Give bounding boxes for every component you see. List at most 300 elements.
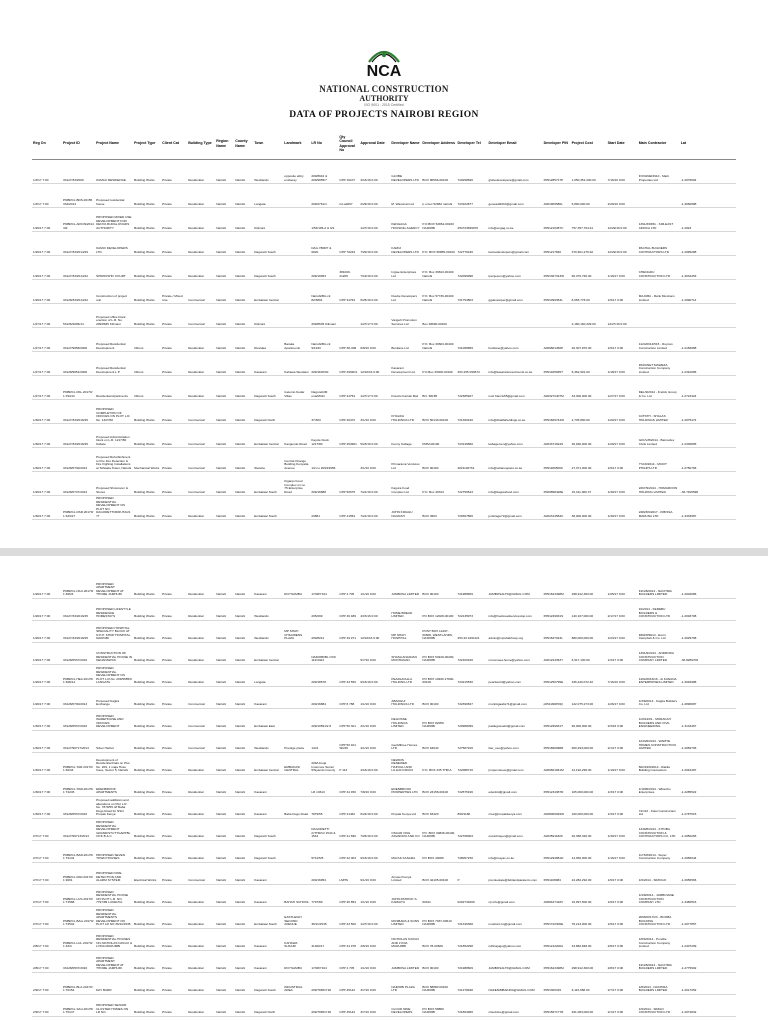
table-cell: -1.3060988	[680, 184, 736, 208]
table-cell: Kasarani	[253, 928, 283, 950]
table-cell: 721346368	[456, 906, 487, 928]
table-cell: Residential	[187, 906, 215, 928]
table-cell: Nairobi	[234, 708, 253, 730]
table-cell: Kasarani	[253, 862, 283, 884]
table-cell: NAIROBI PLAZA LTD	[390, 972, 421, 994]
table-cell: 1/3/8/2014 - Kagira Builders Co. Ltd	[638, 686, 680, 708]
table-cell: BO. 58185	[421, 376, 456, 400]
table-cell: 2/3/16 0:00	[607, 708, 638, 730]
table-cell: Private	[161, 328, 187, 352]
table-cell: 1402/2016/16 - Ai KANANA ENTERPRISES LIMITED	[638, 664, 680, 686]
table-cell: -1.2002086	[680, 576, 736, 598]
table-cell: 2/17/17 0:00	[607, 598, 638, 620]
table-cell: Private	[161, 818, 187, 840]
table-cell: 722768003	[456, 818, 487, 840]
table-row	[32, 496, 736, 520]
table-cell	[283, 304, 310, 328]
table-cell: Embakasi Central	[253, 424, 283, 448]
table-cell: Private	[161, 664, 187, 686]
table-cell: oscarbrayen@gmail.com	[488, 818, 543, 840]
table-cell: Nairobi	[215, 752, 234, 774]
table-cell: Commercial	[187, 424, 215, 448]
table-cell: 5741/5/5	[310, 840, 338, 862]
projects-table-1	[32, 128, 736, 520]
table-cell: Central Change Building Kenyatta Avenue	[283, 448, 310, 472]
table-cell: 1/26/17 7:00	[32, 642, 62, 664]
table-cell: PO. BOX 30846-00100, NAIROBI	[421, 818, 456, 840]
table-cell: Getonto Kedar Villas	[283, 376, 310, 400]
table-cell: 100,000,000.00	[571, 796, 607, 818]
table-cell	[283, 708, 310, 730]
table-cell: Residential	[187, 664, 215, 686]
table-cell: Private	[161, 576, 187, 598]
table-cell: Commercial	[187, 686, 215, 708]
table-cell: Kiganjo Food Complex on no 75 Enterprise Road	[283, 472, 310, 496]
table-cell: Building Works	[133, 796, 161, 818]
table-cell: -1.2990714	[680, 280, 736, 304]
table-cell: GeoMiltree Homes LTD	[390, 730, 421, 752]
table-cell: 6,110,958.00	[571, 972, 607, 994]
table-cell: 254723699970	[456, 208, 487, 232]
table-cell: Nairobi	[215, 352, 234, 376]
table-cell: 9/1/16 0:00	[359, 862, 390, 884]
table-cell: Building Works	[133, 840, 161, 862]
table-cell: 3/1/16 0:00	[359, 400, 390, 424]
table-cell: Kasarani	[253, 950, 283, 972]
table-cell: Building Works	[133, 642, 161, 664]
column-header: Region Name	[215, 128, 234, 160]
table-cell: P051722306E	[543, 906, 571, 928]
table-cell: Nairobi	[234, 448, 253, 472]
table-cell: PNBRCL.DSR.20170/1 633/27	[62, 496, 95, 520]
table-cell: 6,917,130.00	[571, 642, 607, 664]
table-cell: 1/1/16 0:00	[359, 686, 390, 708]
table-cell: 33127/90717/2014	[62, 730, 95, 752]
table-cell: 1/30/17 0:00	[607, 818, 638, 840]
table-cell	[283, 664, 310, 686]
column-header: Project Cost	[571, 128, 607, 160]
table-cell: Nairobi	[234, 232, 253, 256]
table-cell: 1/27/17 0:00	[359, 376, 390, 400]
table-cell: Building Works	[133, 232, 161, 256]
table-cell: -1.2995288	[680, 232, 736, 256]
table-cell: 722750623	[456, 472, 487, 496]
table-row	[32, 576, 736, 598]
table-cell: 2/1/16 0:00	[359, 708, 390, 730]
table-cell: Residential	[187, 352, 215, 376]
table-cell: PROPOSED WAREHOUSE AND OFFICES DEVELOPMENT	[95, 708, 133, 730]
table-cell: bustlane@yahoo.com	[488, 328, 543, 352]
table-cell: -1.2950266	[680, 818, 736, 840]
table-cell: Residential	[187, 256, 215, 280]
table-cell: -1.3333987	[680, 496, 736, 520]
column-header: Developer Email	[488, 128, 543, 160]
table-cell: PNBRCL.PAR.20170/1 9091	[62, 862, 95, 884]
table-cell: A003272407M	[543, 376, 571, 400]
table-cell: 4/16/16 0:00	[359, 752, 390, 774]
table-cell: PNBRCL.BALI.20170/1 T2532	[62, 906, 95, 928]
table-cell: A002314583C	[543, 496, 571, 520]
table-row	[32, 752, 736, 774]
table-cell: MAYAK KASARA	[390, 840, 421, 862]
table-cell: Dagoretti South	[253, 818, 283, 840]
table-cell: Kilimani	[253, 208, 283, 232]
table-cell: 1/30/17 7:00	[32, 496, 62, 520]
table-cell: 209/16884	[310, 686, 338, 708]
table-cell: Proposed Residential Development L.P	[95, 352, 133, 376]
table-cell: PROPOSED RESIDENTIAL HOUSES ON NICHOLAS NJUGO & LYDIA MURUMBI	[95, 928, 133, 950]
table-cell: DEL/9/2014 - Fretick Group & Co. Ltd	[638, 376, 680, 400]
table-cell: Nairobi	[234, 400, 253, 424]
table-cell: 2/29/16 0:00	[359, 184, 390, 208]
table-cell: M. Wasonari Ltd	[390, 184, 421, 208]
table-row	[32, 950, 736, 972]
org-name: NATIONAL CONSTRUCTION	[319, 84, 449, 94]
table-cell: 1/27/17 7:00	[32, 376, 62, 400]
table-cell: Nairobi	[215, 256, 234, 280]
table-cell: P051108984	[543, 862, 571, 884]
table-row	[32, 906, 736, 928]
table-cell: Residential	[187, 184, 215, 208]
table-cell: Francis Kariuki Mwi	[390, 376, 421, 400]
table-cell: 1/27/17 7:00	[32, 352, 62, 376]
table-cell: 6,890,000.00	[571, 184, 607, 208]
table-cell: Building Works	[133, 496, 161, 520]
table-cell: 209/19953	[310, 256, 338, 280]
table-cell: Building Works	[133, 160, 161, 184]
table-cell: CPP 41462	[338, 796, 359, 818]
table-cell: P051210387C	[543, 208, 571, 232]
table-cell: Nairobi	[215, 642, 234, 664]
table-cell: BOX 42105-00100	[421, 862, 456, 884]
table-cell: Building Works	[133, 994, 161, 1016]
table-cell: NAZENIMBAKIRA@GMAIL.COM	[488, 972, 543, 994]
table-cell: Building Works	[133, 708, 161, 730]
table-cell: PROPOSED APARTMENT DEVELOPMENT AT THOME JAMHURI	[95, 576, 133, 598]
table-cell: Private	[161, 840, 187, 862]
table-cell: 209/Umoja Innercore Sector 5/Nyando County	[310, 752, 338, 774]
table-cell: Nairobi	[215, 840, 234, 862]
table-cell: -1.2407299	[680, 928, 736, 950]
table-cell: Nairobi	[234, 884, 253, 906]
table-cell: CPP 4 705	[338, 950, 359, 972]
table-cell: Nairobi	[215, 972, 234, 994]
table-cell: P051099353L	[543, 280, 571, 304]
table-cell: Nairobi	[234, 328, 253, 352]
table-cell: Nairobi	[215, 796, 234, 818]
table-cell: JOHN PATRICK S. KAMAITU	[390, 884, 421, 906]
table-cell: -1.2093708	[680, 598, 736, 620]
table-cell: Proposed residential house	[95, 184, 133, 208]
table-cell: Private	[161, 862, 187, 884]
table-cell: Embakasi East	[253, 708, 283, 730]
table-cell: CPP 44 978	[338, 928, 359, 950]
table-cell: info@khalifaholdings.co.ke	[488, 400, 543, 424]
table-cell: Private	[161, 208, 187, 232]
table-cell: CPP 4 705	[338, 576, 359, 598]
table-cell: 33127/33/2016/45	[62, 400, 95, 424]
table-cell: 254 205 090672	[456, 352, 487, 376]
table-cell: -1.2629798	[680, 620, 736, 642]
table-cell: 723215530	[456, 664, 487, 686]
table-cell: Commercial	[187, 304, 215, 328]
table-cell: Dagoretti North	[253, 994, 283, 1016]
table-cell: Embakasi South	[253, 906, 283, 928]
table-cell: -1.3032453	[680, 256, 736, 280]
table-cell: Proposed Showroom & Stores	[95, 472, 133, 496]
nca-logo	[0, 38, 768, 108]
column-header: Developer Tel	[456, 128, 487, 160]
table-cell: 1/20/17 0:00	[607, 400, 638, 424]
table-cell: 1/27/16 0:00	[359, 208, 390, 232]
table-cell: CPP 49 971	[338, 620, 359, 642]
table-cell: 1/27/17 7:00	[32, 304, 62, 328]
table-cell: Private	[161, 448, 187, 472]
table-cell: Residential	[187, 752, 215, 774]
table-cell: 1/30/17 7:00	[32, 708, 62, 730]
column-header: Project Name	[95, 128, 133, 160]
table-cell: Nairobi	[234, 472, 253, 496]
table-cell: 105,000,000.00	[571, 774, 607, 796]
table-cell: INDUSTRIAL AREA	[283, 972, 310, 994]
table-cell	[283, 598, 310, 620]
table-cell: 720298690	[456, 160, 487, 184]
table-cell: P051567177R	[543, 994, 571, 1016]
table-cell: Building Works	[133, 950, 161, 972]
table-cell: 721894966	[456, 994, 487, 1016]
table-cell: Kangundo Road	[283, 424, 310, 448]
table-cell: P051300315	[543, 972, 571, 994]
table-cell: JAMBOSALTD@GMAIL.COM	[488, 576, 543, 598]
table-cell: 1/2/4	[310, 730, 338, 752]
table-cell: 2/9/17 7:00	[32, 972, 62, 994]
table-row	[32, 328, 736, 352]
table-cell: Kasarani	[253, 576, 283, 598]
table-cell: 7/29/16 0:00	[359, 232, 390, 256]
table-cell: 2/8/17 7:00	[32, 928, 62, 950]
table-cell: 33128/0537/2016	[62, 950, 95, 972]
table-cell: Private	[161, 232, 187, 256]
table-cell: Nairobi	[234, 950, 253, 972]
table-cell: P	[456, 862, 487, 884]
table-cell: 33128/9651/2006	[62, 352, 95, 376]
table-cell: CPP 44754	[338, 376, 359, 400]
table-cell: 1/8/2014 - NACHIRA BUILDERS LIMITED	[638, 972, 680, 994]
table-cell: Baba Dogo Road	[283, 796, 310, 818]
table-cell: Langata	[253, 664, 283, 686]
table-cell: EDENBROOK PROPERTIES LTD	[390, 774, 421, 796]
table-cell: patdegosseltd@gmail.com	[488, 708, 543, 730]
table-cell: 1/27/17 7:00	[32, 328, 62, 352]
iso-certification: ISO 9001 : 2015 Certified	[364, 103, 404, 107]
table-cell: 1/30/17 7:00	[32, 400, 62, 424]
table-cell: PROPOSED RESIDENTIAL DEVELOPMENT ON PLOT L.R.No. 209/5985/6 LANGATA	[95, 664, 133, 686]
table-cell: info@hsebreadservicestop.com	[488, 598, 543, 620]
table-row	[32, 424, 736, 448]
table-cell: 491,083,000.00	[571, 994, 607, 1016]
table-cell	[283, 232, 310, 256]
table-cell: geneadi2010@gmail.com	[488, 184, 543, 208]
table-cell: BOX 4953	[421, 496, 456, 520]
table-cell: BAHATI SCHOOL	[283, 884, 310, 906]
table-cell: 1/26/17 7:00	[32, 232, 62, 256]
table-cell: ipenjesum@yahoo.com	[488, 256, 543, 280]
table-cell: murinkgaabs71@gmail.com	[488, 686, 543, 708]
table-cell: Nairobi	[234, 280, 253, 304]
table-cell: 722385927	[456, 376, 487, 400]
table-cell: CPP 50675	[338, 472, 359, 496]
table-cell: JAMBOSA LIMITED	[390, 950, 421, 972]
table-cell: OSCAR ONG ASVAKIRO AND CO	[390, 818, 421, 840]
table-cell: 1/26/17 7:00	[32, 472, 62, 496]
column-header: Project ID	[62, 128, 95, 160]
table-cell: edenbtd@gmail.com	[488, 774, 543, 796]
table-cell: -1.2310086	[680, 352, 736, 376]
table-cell: Private	[161, 928, 187, 950]
table-cell: PMM-00100	[421, 424, 456, 448]
table-cell: Embakasi Central	[253, 752, 283, 774]
table-cell: 721988609	[456, 950, 487, 972]
table-cell: LR 13613	[310, 774, 338, 796]
table-cell	[488, 304, 543, 328]
table-cell: 209/10591/2 8	[310, 708, 338, 730]
table-cell: admin@mpshahhosp.org	[488, 620, 543, 642]
table-cell: 12/27/16 0:00	[607, 304, 638, 328]
table-cell: Others	[133, 376, 161, 400]
table-cell: -1.2675474	[680, 400, 736, 424]
table-row	[32, 304, 736, 328]
table-cell: 6/25/16 0:00	[359, 280, 390, 304]
table-cell: 33128/0537/2016	[62, 642, 95, 664]
table-row	[32, 184, 736, 208]
table-cell: mrcomsea.home@yahoo.com	[488, 642, 543, 664]
table-cell: A001223353Y	[543, 642, 571, 664]
table-cell: SHIRIKISHO COURT	[95, 256, 133, 280]
table-cell: 1/6/2014 - SIMOGO	[638, 862, 680, 884]
table-cell: 14,050,000.00	[571, 840, 607, 862]
table-cell: CPP 38-309	[338, 328, 359, 352]
table-cell: Building Works	[133, 472, 161, 496]
table-cell: 23881	[310, 496, 338, 520]
table-cell: P051299931T	[543, 708, 571, 730]
table-cell: 1/3/17 0:00	[607, 796, 638, 818]
table-cell: 822/19/8/2014 - Rakila Building Contractors	[638, 752, 680, 774]
table-cell: BOX 78-00606	[421, 928, 456, 950]
table-cell: Private	[161, 376, 187, 400]
table-row	[32, 256, 736, 280]
table-cell: Westlands	[253, 598, 283, 620]
table-cell: -1.2617052	[680, 972, 736, 994]
table-cell: 336,426,072.40	[571, 664, 607, 686]
table-cell: Nairobi	[234, 774, 253, 796]
table-cell: P051212200A	[543, 928, 571, 950]
table-cell: Nairobi	[215, 686, 234, 708]
table-cell: -1.3046988	[680, 664, 736, 686]
table-cell: Nairobi	[215, 774, 234, 796]
table-cell: 1/30/17 7:00	[32, 774, 62, 796]
table-cell: CHENGDU CONSTRUCTION LTD	[638, 256, 680, 280]
table-row	[32, 352, 736, 376]
table-cell: 298,912,300.00	[571, 576, 607, 598]
table-cell: Nairobi	[234, 160, 253, 184]
table-cell: Kasarani	[253, 774, 283, 796]
table-cell: Prestige plaza	[283, 730, 310, 752]
table-cell: Nairobi	[234, 576, 253, 598]
table-cell: F2/4/8/2014 - NACHIRA BUILDERS LIMITED	[638, 950, 680, 972]
table-cell: Residential	[187, 496, 215, 520]
table-cell: -36.7409598	[680, 472, 736, 496]
table-cell: Commercial	[187, 472, 215, 496]
table-cell: ref-a4097	[338, 184, 359, 208]
table-cell: 4,735,800.00	[571, 400, 607, 424]
table-cell: pearlsa.ltd@yahoo.com	[488, 664, 543, 686]
table-cell: A008427418V	[543, 884, 571, 906]
table-cell: PNBRCL.TAR.20170/1 60/44	[62, 752, 95, 774]
table-cell: 7/21/16 0:00	[359, 472, 390, 496]
table-cell: PROPOSED RESIDENTIAL APARTMENTS DEVELOPMENT ON PLOT LR NO 36/11/1535	[95, 906, 133, 928]
table-cell: 78,213,000.00	[571, 906, 607, 928]
table-cell: mwi.francis55@gmail.com	[488, 376, 543, 400]
table-cell: 209/7965/3 96	[310, 994, 338, 1016]
table-cell: PO BOX 10930 27900-00100	[421, 664, 456, 686]
table-cell: 1/30/17 7:00	[32, 730, 62, 752]
table-cell: Nairobi	[234, 686, 253, 708]
table-cell: p051160053Q	[543, 686, 571, 708]
table-cell: 1/1/16 0:00	[359, 884, 390, 906]
table-cell: Nairobi	[234, 598, 253, 620]
table-cell: KENGAGA HOUSING AGENCY	[390, 208, 421, 232]
table-cell: 1/26/17 7:00	[32, 598, 62, 620]
table-cell: Private	[161, 496, 187, 520]
table-cell: Nairobi/Blo ck 82/3891	[310, 280, 338, 304]
table-cell	[543, 304, 571, 328]
table-row	[32, 862, 736, 884]
table-cell: PO BOX 12028-00100	[421, 598, 456, 620]
table-cell: 122,075,273.00	[571, 686, 607, 708]
table-cell: Building Works	[133, 774, 161, 796]
table-cell: Residential	[187, 818, 215, 840]
table-cell: Proposed Administration block on L.R. 1217/80 Kabete	[95, 424, 133, 448]
table-cell: EMBAKASI CENTRAL	[283, 752, 310, 774]
table-cell: 1/3/17 0:00	[607, 642, 638, 664]
table-cell: DEGOSSE HOLDINGS LIMITED	[390, 708, 421, 730]
table-cell: Residential Apartments	[95, 376, 133, 400]
table-cell: -1.2674832	[680, 994, 736, 1016]
table-cell: 5/23/16 0:00	[359, 424, 390, 448]
table-cell: Nairobi	[215, 818, 234, 840]
table-cell: Nairobi	[234, 818, 253, 840]
table-cell: Nairobi	[234, 376, 253, 400]
table-cell: cp.info@gmail.com	[488, 884, 543, 906]
table-cell: p.o.box 52864 nairobi	[421, 184, 456, 208]
table-cell: FOX&NENN10 - Mark Properties Ltd	[638, 160, 680, 184]
table-cell: CLOUD NINE DEVELOPERS	[390, 994, 421, 1016]
table-cell: 3/1/16 0:00	[359, 448, 390, 472]
table-cell	[338, 448, 359, 472]
table-cell: 2/7/17 7:00	[32, 862, 62, 884]
table-cell: NICHOLAS NJUGO AND LYDIA MURUMBI	[390, 928, 421, 950]
table-cell: 757,357,764.61	[571, 208, 607, 232]
table-cell: 1234/9/2014 - WAMTE HOMES CONSTRUCTION LIMITED	[638, 730, 680, 752]
table-cell: 209/1108/30	[310, 352, 338, 376]
table-cell: JAMBOSA LIMITED	[390, 576, 421, 598]
table-cell: 722575196	[456, 774, 487, 796]
table-cell	[283, 840, 310, 862]
table-cell: 209/8942 & 209/9955/7	[310, 160, 338, 184]
table-cell: Dagoretti North	[253, 400, 283, 424]
table-cell: Duebe Developers Ltd	[390, 280, 421, 304]
table-cell: 33127/9658/2006	[62, 328, 95, 352]
